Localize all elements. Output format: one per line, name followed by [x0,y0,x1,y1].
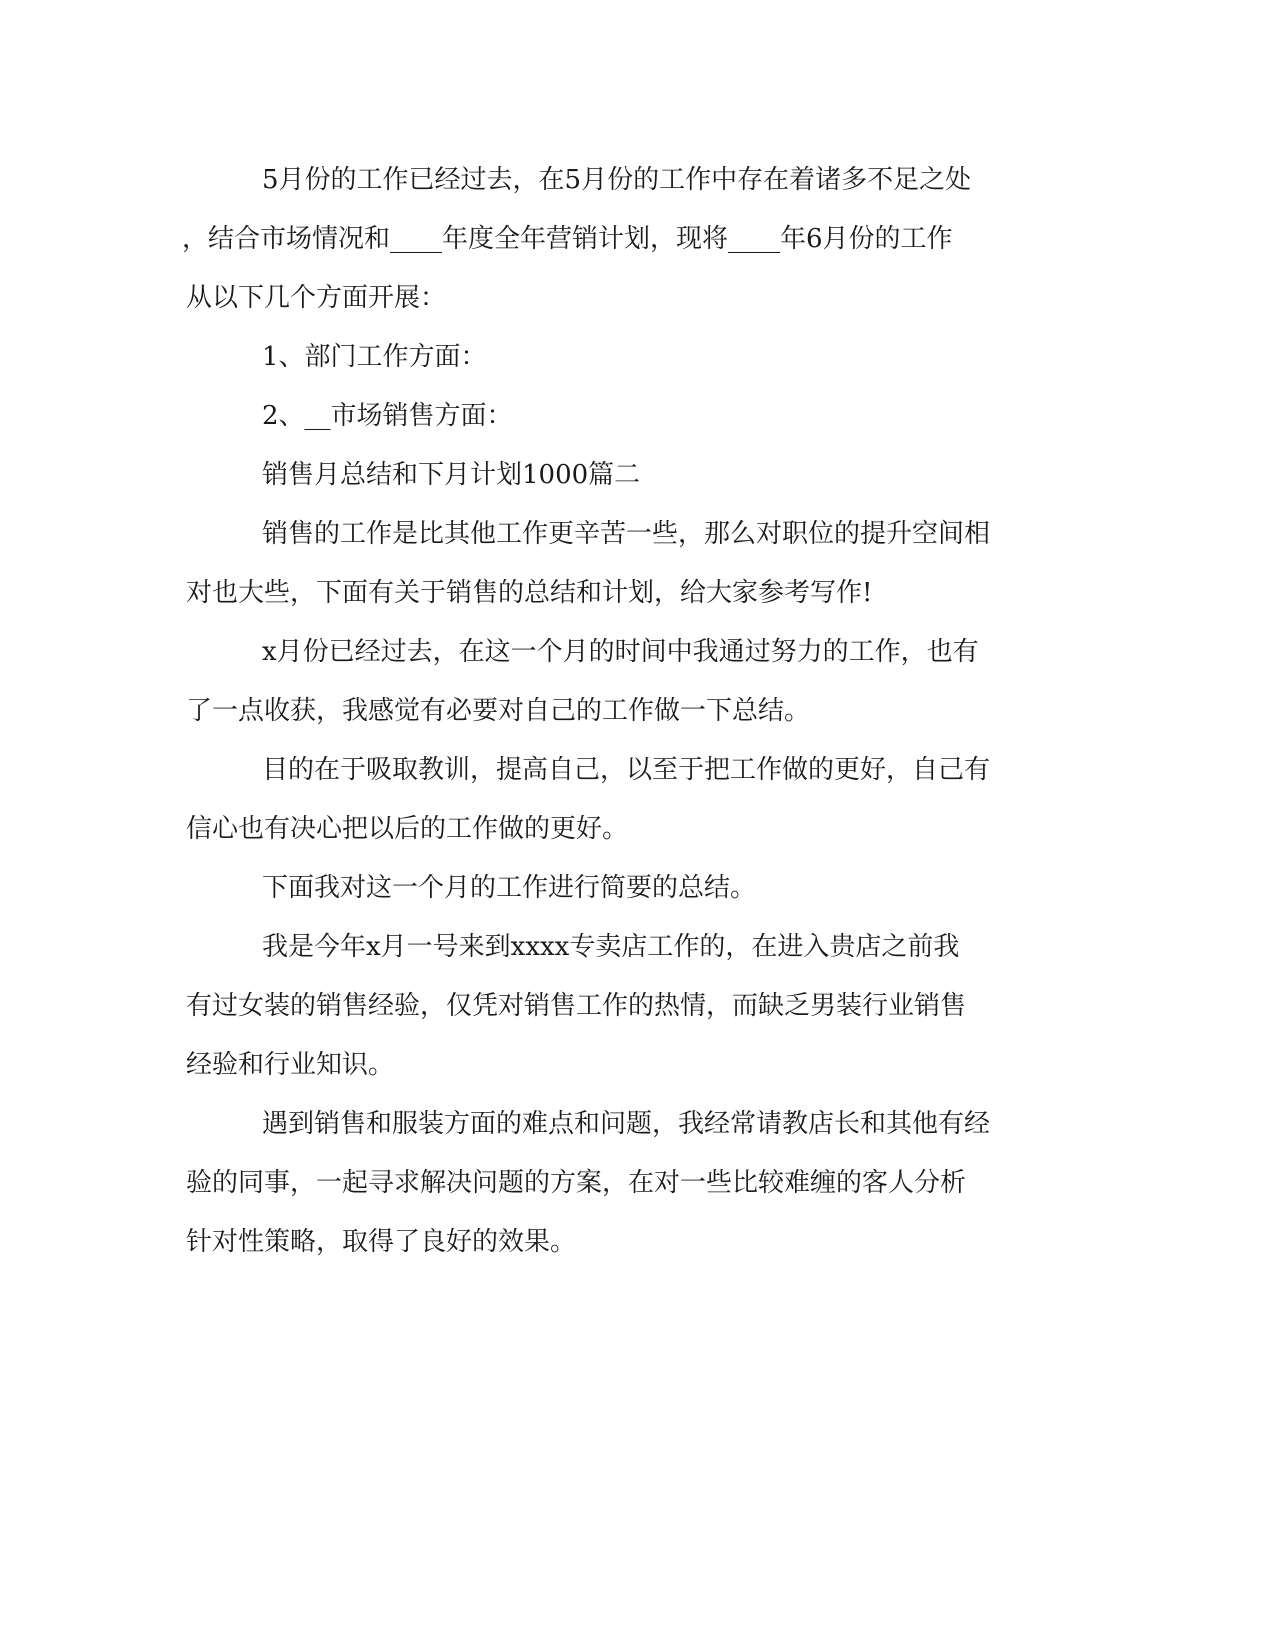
paragraph-line: 信心也有决心把以后的工作做的更好。 [186,814,629,844]
section-heading: 销售月总结和下月计划1000篇二 [262,460,641,490]
paragraph-line: 经验和行业知识。 [186,1050,395,1080]
paragraph-line: 有过女装的销售经验，仅凭对销售工作的热情，而缺乏男装行业销售 [186,991,967,1021]
paragraph-line: 从以下几个方面开展： [186,283,447,313]
list-item: 2、__市场销售方面： [262,401,513,431]
paragraph-line: 针对性策略，取得了良好的效果。 [186,1227,577,1257]
list-item: 1、部门工作方面： [262,342,487,372]
paragraph-line: ，结合市场情况和____年度全年营销计划，现将____年6月份的工作 [182,224,953,254]
paragraph-line: 下面我对这一个月的工作进行简要的总结。 [262,873,757,903]
paragraph-line: 了一点收获，我感觉有必要对自己的工作做一下总结。 [186,696,811,726]
paragraph-line: 遇到销售和服装方面的难点和问题，我经常请教店长和其他有经 [262,1109,991,1139]
paragraph-line: 验的同事，一起寻求解决问题的方案，在对一些比较难缠的客人分析 [186,1168,967,1198]
paragraph-line: 销售的工作是比其他工作更辛苦一些，那么对职位的提升空间相 [262,519,991,549]
paragraph-line: 我是今年x月一号来到xxxx专卖店工作的，在进入贵店之前我 [262,932,960,962]
paragraph-line: 5月份的工作已经过去，在5月份的工作中存在着诸多不足之处 [262,165,972,195]
paragraph-line: x月份已经过去，在这一个月的时间中我通过努力的工作，也有 [262,637,979,667]
paragraph-line: 目的在于吸取教训，提高自己，以至于把工作做的更好，自己有 [262,755,991,785]
paragraph-line: 对也大些，下面有关于销售的总结和计划，给大家参考写作! [186,578,873,608]
